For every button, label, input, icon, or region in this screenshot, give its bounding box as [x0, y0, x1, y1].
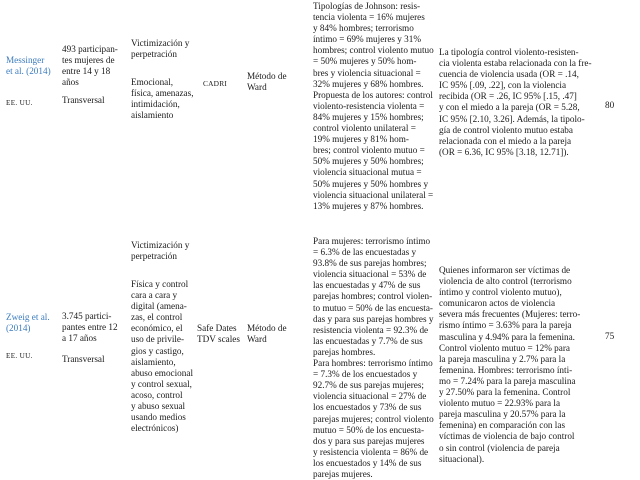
quality-score: 80	[605, 100, 615, 110]
typologies-text: Para mujeres: terrorismo íntimo = 6.3% de las encuestadas y 93.8% de sus parejas hombres; violencia situacional = 53% de las encuestadas y 47% de sus parejas hombres; control violen- to mutuo = 50% de las encuesta- das y para sus parejas hombres y resistencia violenta = 92.3% de las encuestadas y 7.7% de sus parejas hombres. Para hombres: terrorismo íntimo = 7.3% de los encuestados y 92.7% de sus parejas mujeres; violencia situacional = 27% de los encuestados y 73% de sus parejas mujeres; control violento mutuo = 50% de los encuesta- dos y para sus parejas mujeres y resistencia violenta = 86% de los encuestados y 14% de sus parejas mujeres.	[313, 236, 434, 479]
typologies-text: Tipologías de Johnson: resis- tencia violenta = 16% mujeres y 84% hombres; terrorismo íntimo = 69% mujeres y 31% hombres; control violento mutuo = 50% mujeres y 50% hom- bres y violencia situacional = 32% mujeres y 68% hombres. Propuesta de los autores: control violento-resistencia violenta = 84% mujeres y 15% hombres; control violento unilateral = 19% mujeres y 81% hom- bres; control violento mutuo = 50% mujeres y 50% hombres; violencia situacional mutua = 50% mujeres y 50% hombres y violencia situacional unilateral = 13% mujeres y 87% hombres.	[313, 1, 434, 211]
quality-score: 75	[605, 331, 615, 341]
results-text: La tipología control violento-resisten- cia violenta estaba relacionada con la fre- cuencia de violencia usada (OR = .14, IC 95% [.09, .22], con la violencia recibida (OR = .26, IC 95% [.15, .47] y con el miedo a la pareja (OR = 5.28, IC 95% [2.10, 3.26]. Además, la tipolo- gía de control violento mutuo estaba relacionada con el miedo a la pareja (OR = 6.36, IC 95% [3.18, 12.71]).	[439, 47, 592, 157]
study-author[interactable]: Zweig et al.	[6, 312, 50, 322]
study-design: Transversal	[62, 354, 105, 364]
sample-description: 3.745 partici- pantes entre 12 a 17 años	[62, 311, 118, 344]
study-year[interactable]: et al. (2014)	[6, 66, 51, 76]
violence-role: Victimización y perpetración	[131, 38, 190, 60]
analysis-method: Método de Ward	[247, 323, 287, 345]
analysis-method: Método de Ward	[247, 71, 287, 93]
results-text: Quienes informaron ser víctimas de violencia de alto control (terrorismo íntimo y control violento mutuo), comunicaron actos de violencia severa más frecuentes (Mujeres: terro- rismo íntimo = 3.63% para la pareja masculina y 4.94% para la femenina. Control violento mutuo = 12% para la pareja masculina y 2.7% para la femenina. Hombres: terrorismo ínti- mo = 7.24% para la pareja masculina y 27.50% para la femenina. Control violento mutuo = 22.93% para la pareja masculina y 20.57% para la femenina) en comparación con las víctimas de violencia de bajo control o sin control (violencia de pareja situacional).	[439, 265, 581, 464]
instrument: Safe Dates TDV scales	[197, 323, 240, 345]
instrument: CADRI	[203, 79, 227, 88]
study-year[interactable]: (2014)	[6, 323, 31, 333]
study-country: EE. UU.	[6, 99, 33, 107]
violence-role: Victimización y perpetración	[131, 240, 190, 262]
study-country: EE. UU.	[6, 352, 33, 360]
violence-types: Física y control cara a cara y digital (amena- zas, el control económico, el uso de privile- gios y castigo, aislamiento, abuso emocional y control sexual, acoso, control y abuso sexual usando medios electrónicos)	[131, 279, 193, 434]
violence-types: Emocional, física, amenazas, intimidación, aislamiento	[131, 77, 194, 121]
sample-description: 493 participan- tes mujeres de entre 14 y 18 años	[62, 44, 118, 88]
study-author[interactable]: Messinger	[6, 55, 45, 65]
study-design: Transversal	[62, 95, 105, 105]
